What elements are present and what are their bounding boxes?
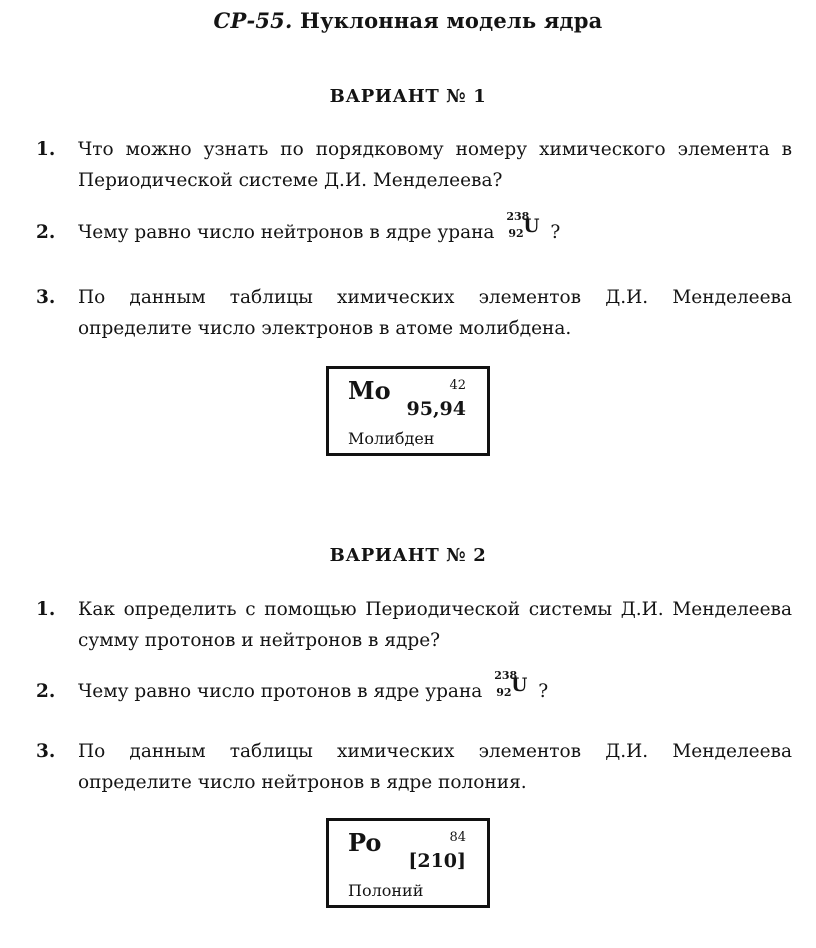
element-name: Полоний [348,881,424,900]
nuclide-atomic-number: 92 [508,227,524,240]
question-number: 3. [36,741,56,762]
variant-2-question-3 [36,736,792,798]
nuclide-mass-number: 238 [506,210,530,223]
variant-1-question-1 [36,134,792,196]
uranium-nuclide [494,669,528,699]
nuclide-mass-number: 238 [494,669,518,682]
question-text: Что можно узнать по порядковому номеру химического элемента в Периодической системе Д.И. Менделеева? [78,139,792,191]
element-atomic-mass: [210] [408,850,466,872]
question-text: По данным таблицы химических элементов Д.И. Менделеева определите число электронов в атоме молибдена. [78,287,792,339]
question-text: Чему равно число нейтронов в ядре урана [78,222,495,243]
element-symbol: Mo [348,376,391,405]
nuclide-atomic-number: 92 [496,686,512,699]
variant-2-question-2 [36,669,792,707]
question-number: 1. [36,599,56,620]
element-atomic-number: 84 [449,830,466,845]
variant-1-question-2 [36,210,792,248]
question-text: Как определить с помощью Периодической системы Д.И. Менделеева сумму протонов и нейтронов в ядре? [78,599,792,651]
variant-2-question-1 [36,594,792,656]
question-number: 2. [36,681,56,702]
question-tail: ? [538,681,549,702]
question-text: Чему равно число протонов в ядре урана [78,681,483,702]
question-text-container [78,210,792,248]
question-number: 3. [36,287,56,308]
variant-2-heading: ВАРИАНТ № 2 [329,545,487,566]
worksheet-title: Нуклонная модель ядра [300,8,603,33]
question-number: 1. [36,139,56,160]
nuclide-symbol: U [511,675,528,696]
variant-1-heading: ВАРИАНТ № 1 [329,86,487,107]
uranium-nuclide [506,210,540,240]
worksheet-code: СР-55. [213,8,293,33]
question-text-container [78,669,792,707]
element-card-molybdenum [326,366,490,456]
element-atomic-number: 42 [449,378,466,393]
question-number: 2. [36,222,56,243]
nuclide-symbol: U [523,216,540,237]
question-text: По данным таблицы химических элементов Д.И. Менделеева определите число нейтронов в ядре полония. [78,741,792,793]
element-name: Молибден [348,429,435,448]
question-tail: ? [550,222,561,243]
variant-1-question-3 [36,282,792,344]
element-atomic-mass: 95,94 [406,398,466,420]
page-title [0,8,816,33]
element-symbol: Po [348,828,382,857]
element-card-polonium [326,818,490,908]
